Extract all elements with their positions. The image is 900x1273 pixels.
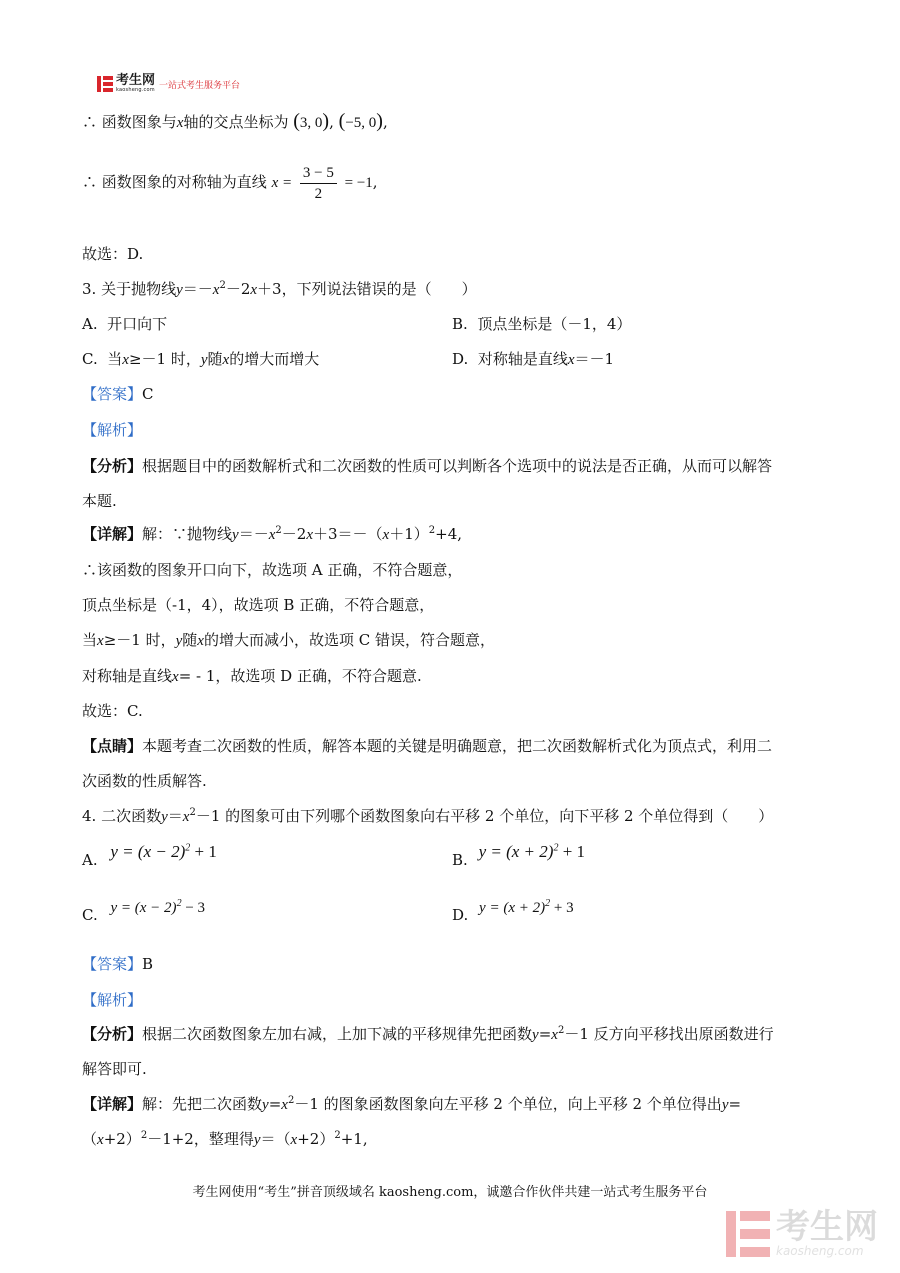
- page-footer: 考生网使用“考生”拼音顶级域名 kaosheng.com，诚邀合作伙伴共建一站式考生服务平台: [192, 1185, 708, 1200]
- q3-xj-line3: 顶点坐标是（-1，4），故选项 B 正确，不符合题意，: [82, 596, 435, 614]
- q3-xj-line2: ∴该函数的图象开口向下，故选项 A 正确，不符合题意，: [82, 561, 463, 579]
- fraction: $\frac{3 - 5}{2}$: [300, 163, 337, 204]
- symmetry-axis-line: ∴ 函数图象的对称轴为直线 x = $\frac{3 - 5}{2}$ = −1,: [82, 164, 378, 202]
- q4-fenxi: 【分析】根据二次函数图象左加右减，上加下减的平移规律先把函数$y=x^2-1$ 反方向平移找出原函数进行: [82, 1025, 774, 1043]
- q3-xj-line5: 对称轴是直线x= - 1，故选项 D 正确，不符合题意.: [82, 667, 422, 685]
- q4-stem: 4. 二次函数$y=x^2-1$ 的图象可由下列哪个函数图象向右平移 2 个单位，向下平移 2 个单位得到（ ）: [82, 807, 774, 825]
- answer-tag: 【答案】: [82, 955, 143, 973]
- q4-option-d: D. $y = (x + 2)^2 + 3$: [452, 898, 574, 924]
- q4-option-a: A. $y = (x - 2)^2 + 1$: [82, 842, 217, 869]
- q3-xj-line4: 当x≥－1 时，y随x的增大而减小，故选项 C 错误，符合题意，: [82, 631, 495, 649]
- q4-answer: 【答案】B: [82, 955, 154, 973]
- q3-dianjing-line2: 次函数的性质解答.: [82, 772, 207, 790]
- logo-slogan: 一站式考生服务平台: [159, 80, 241, 91]
- watermark-text: 考生网 kaosheng.com: [776, 1207, 878, 1258]
- q3-xj-line6: 故选：C.: [82, 702, 143, 720]
- header-logo: [97, 74, 240, 94]
- watermark-logo: [726, 1207, 878, 1258]
- q3-xiangjie: 【详解】解：∵抛物线$y=-x^2-2x+3=-(x+1)^2+4$,: [82, 525, 463, 543]
- logo-brand: 考生网 kaosheng.com: [116, 73, 156, 93]
- q3-dianjing: 【点睛】本题考查二次函数的性质，解答本题的关键是明确题意，把二次函数解析式化为顶点式，利用二: [82, 737, 773, 755]
- q3-option-d: D. 对称轴是直线x＝－1: [452, 350, 615, 368]
- watermark-icon: [726, 1211, 770, 1257]
- logo-icon: [97, 76, 113, 92]
- q4-xj-line2: $(x+2)^2-1+2$，整理得$y=(x+2)^2+1$,: [82, 1130, 368, 1148]
- q4-fenxi-line2: 解答即可.: [82, 1060, 147, 1078]
- q4-xiangjie: 【详解】解：先把二次函数$y=x^2-1$ 的图象函数图象向左平移 2 个单位，向上平移 2 个单位得出y=: [82, 1095, 742, 1113]
- q3-fenxi: 【分析】根据题目中的函数解析式和二次函数的性质可以判断各个选项中的说法是否正确，从而可以解答: [82, 457, 773, 475]
- q3-analysis-tag: 【解析】: [82, 421, 143, 439]
- q4-analysis-tag: 【解析】: [82, 991, 143, 1009]
- choice-line: 故选：D.: [82, 245, 144, 263]
- q4-option-b: B. $y = (x + 2)^2 + 1$: [452, 842, 586, 869]
- q3-option-a: A. 开口向下: [82, 315, 168, 333]
- q3-stem: 3. 关于抛物线$y=-x^2-2x+3$，下列说法错误的是（ ）: [82, 280, 477, 298]
- q3-fenxi-line2: 本题.: [82, 492, 117, 510]
- q3-option-c: C. 当x≥－1 时，y随x的增大而增大: [82, 350, 320, 368]
- intersect-line: ∴ 函数图象与x轴的交点坐标为 (3, 0), (−5, 0),: [82, 110, 388, 132]
- answer-tag: 【答案】: [82, 385, 143, 403]
- q3-option-b: B. 顶点坐标是（－1，4）: [452, 315, 632, 333]
- q3-answer: 【答案】C: [82, 385, 154, 403]
- q4-option-c: C. $y = (x - 2)^2 - 3$: [82, 898, 206, 924]
